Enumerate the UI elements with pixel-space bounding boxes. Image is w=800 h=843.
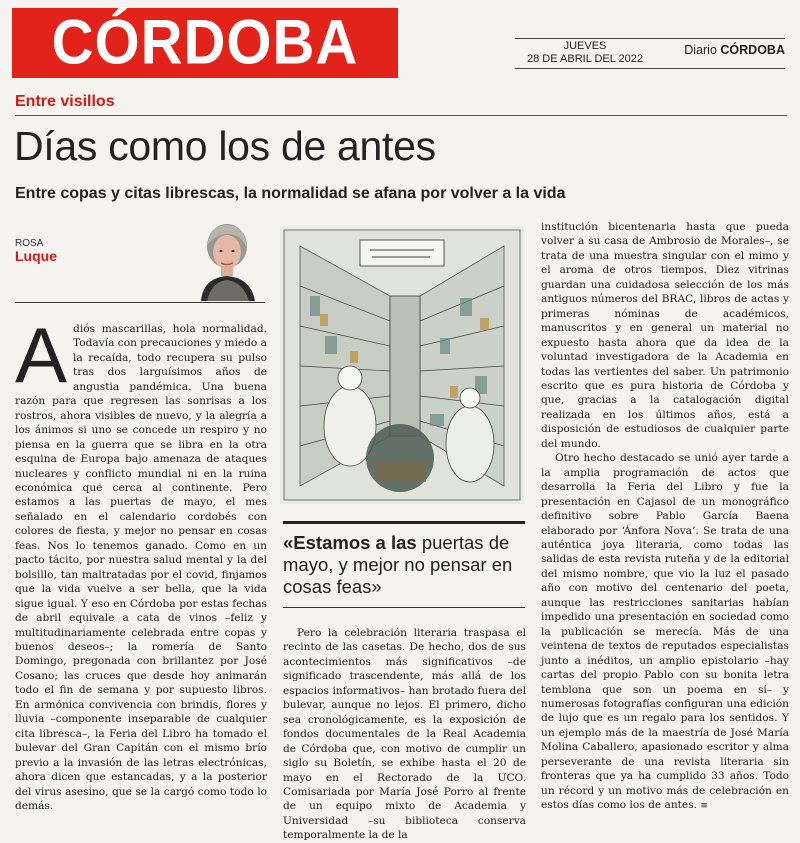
pullquote-text: puertas de mayo, y mejor no pensar en cosas feas» xyxy=(283,532,513,597)
paragraph xyxy=(541,451,789,813)
byline-rule xyxy=(15,302,265,303)
end-mark-icon: ≡ xyxy=(700,801,708,812)
section-rule xyxy=(15,115,787,116)
section-label: Entre visillos xyxy=(15,93,115,110)
paragraph: Pero la celebración literaria traspasa el recinto de las casetas. De hecho, dos de sus acontecimientos más significativos –de significado trascendente, más allá de los espacios informativos– han brotado fuera del bulevar, aunque no lejos. El primero, dicho sea cronológicamente, es la exposición de fondos documentales de la Real Academia de Córdoba que, con motivo de cumplir un siglo su Boletín, se exhibe hasta el 20 de mayo en el Rectorado de la UCO. Comisariada por María José Porro al frente de un equipo mixto de Academia y Universidad –su biblioteca conserva temporalmente la de la xyxy=(283,627,526,842)
subheadline: Entre copas y citas librescas, la normalidad se afana por volver a la vida xyxy=(15,185,566,202)
header-rule xyxy=(515,38,785,39)
author-portrait-icon xyxy=(193,216,261,301)
article-column-2 xyxy=(283,626,526,843)
pullquote-rule-top xyxy=(283,521,525,524)
paper-name-city: CÓRDOBA xyxy=(720,43,785,57)
paper-name xyxy=(655,42,785,58)
headline: Días como los de antes xyxy=(14,123,436,169)
article-column-1 xyxy=(15,311,267,813)
dateline-date: 28 DE ABRIL DEL 2022 xyxy=(527,53,643,65)
masthead-title: CÓRDOBA xyxy=(51,7,359,78)
pullquote xyxy=(283,532,527,598)
pullquote-rule-bottom xyxy=(283,607,525,608)
dateline-day: JUEVES xyxy=(563,40,607,52)
paper-name-prefix: Diario xyxy=(684,43,717,57)
header-rule-bottom xyxy=(515,68,785,69)
paragraph: institución bicentenaria hasta que pueda volver a su casa de Ambrosio de Morales–, se trata de una muestra singular con el mimo y el aroma de otros tiempos. Diez vitrinas guardan una cuidadosa selección de los más antiguos números del BRAC, libros de actas y primeras nóminas de académicos, manuscritos y en general un material no expuesto hasta ahora que da idea de la voluntad investigadora de la Academia en todas las vertientes del saber. Un patrimonio escrito que es pura historia de Córdoba y que, gracias a la catalogación digital realizada en los últimos años, está a disposición de estudiosos de cualquier parte del mundo. xyxy=(541,221,789,450)
drop-cap: A xyxy=(15,311,68,399)
paragraph: diós mascarillas, hola normalidad. Todavía con precauciones y miedo a la recaída, todo recupera su pulso tras dos larguísimos años de angustia pandémica. Una buena razón para que regresen las sonrisas a los rostros, ahora visibles de nuevo, y la alegría a los ánimos si uno se concede un respiro y no piensa en la guerra que se libra en la otra esquina de Europa bajo amenaza de ataques nucleares y conflicto mundial ni en la ruina económica que cerca al continente. Pero estamos a las puertas de mayo, el mes señalado en el calendario cordobés con colores de fiesta, y mejor no pensar en cosas feas. Nos lo tenemos ganado. Como en un pacto tácito, por nuestra salud mental y la del bolsillo, tan maltratadas por el covid, finjamos que la vida vuelve a ser bella, que la vida sigue igual. Y eso en Córdoba por estas fechas de abril equivale a cata de vinos –feliz y multitudinariamente celebrada entre copas y buenos deseos–; la romería de Santo Domingo, pregonada con brillantez por José Cosano; las cruces que desde hoy animarán todo el fin de semana y por supuesto libros. En armónica convivencia con brindis, flores y lluvia –componente inseparable de cualquier cita libresca–, la Feria del Libro ha tomado el bulevar del Gran Capitán con el mismo brío previo a la invasión de las letras electrónicas, ahora dicen que estancadas, y a la posterior del virus asesino, que se la cargó como todo lo demás. xyxy=(15,323,267,812)
bookfair-illustration-icon xyxy=(280,226,524,504)
masthead-logo xyxy=(12,8,398,78)
byline-first-name: ROSA xyxy=(15,238,44,249)
pullquote-bold: «Estamos a las xyxy=(283,532,417,553)
dateline xyxy=(520,40,650,66)
paragraph-text: Otro hecho destacado se unió ayer tarde a la amplia programación de actos que desarrolla la Feria del Libro y fue la presentación en Cajasol de un monográfico definitivo sobre Pablo García Baena elaborado por ‘Ánfora Nova’. Se trata de una auténtica joya literaria, como todas las salidas de esta revista ruteña y de la editorial del mismo nombre, que vio la luz el pasado año con motivo del centenario del poeta, aunque las restricciones sanitarias habían impedido una presentación en sociedad como la publicación se merecía. Más de una veintena de textos de reputados especialistas junto a inéditos, un amplio epistolario –hay cartas del propio Pablo con su bonita letra temblona que son un poema en sí– y numerosas fotografías configuran una edición de lujo que es un regalo para los sentidos. Y un ejemplo más de la maestría de José María Molina Caballero, apasionado escritor y alma perseverante de una revista literaria sin fronteras que ya ha cumplido 33 años. Todo un récord y un motivo más de celebración en estos días como los de antes. xyxy=(541,452,789,812)
article-column-3 xyxy=(541,220,789,814)
byline-last-name: Luque xyxy=(15,248,57,264)
